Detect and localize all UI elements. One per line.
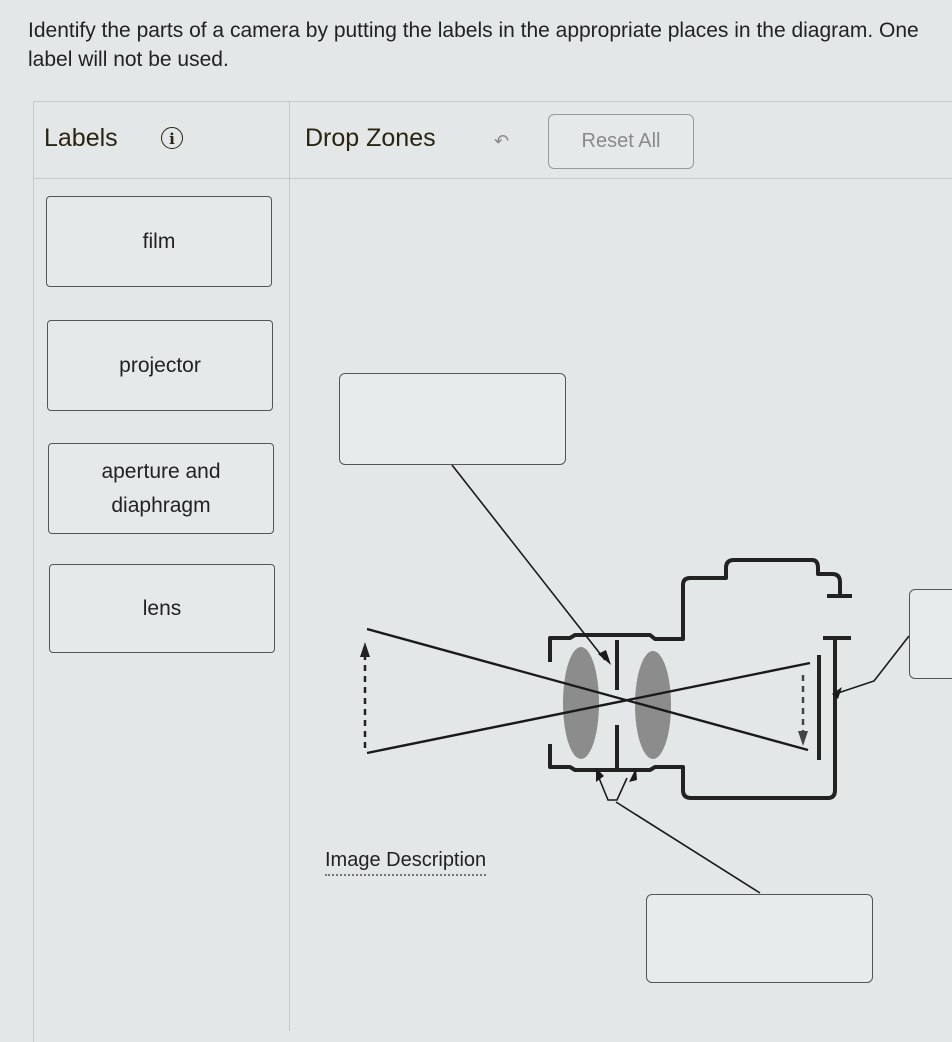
label-card-lens[interactable] bbox=[49, 564, 275, 653]
instructions-text: Identify the parts of a camera by putting the labels in the appropriate places in the diagram. One label will not be used. bbox=[28, 19, 919, 71]
column-divider bbox=[289, 101, 290, 1031]
drop-zone-film[interactable] bbox=[909, 589, 952, 679]
label-card-film[interactable] bbox=[46, 196, 272, 287]
image-description-link[interactable]: Image Description bbox=[325, 849, 486, 876]
info-icon[interactable]: i bbox=[161, 127, 183, 149]
label-text: aperture and diaphragm bbox=[101, 459, 221, 517]
label-text: projector bbox=[119, 353, 201, 377]
label-text: lens bbox=[142, 596, 182, 620]
label-card-aperture-and-diaphragm[interactable] bbox=[48, 443, 274, 534]
labels-heading: Labels bbox=[44, 124, 118, 152]
drop-zone-aperture[interactable] bbox=[339, 373, 566, 465]
header-divider bbox=[33, 178, 952, 179]
drop-zone-lens[interactable] bbox=[646, 894, 873, 983]
undo-arrow-icon[interactable]: ↶ bbox=[494, 131, 510, 151]
reset-all-button[interactable]: Reset All bbox=[548, 114, 694, 169]
drop-zones-heading: Drop Zones bbox=[305, 124, 436, 152]
label-text: film bbox=[142, 229, 176, 253]
label-card-projector[interactable] bbox=[47, 320, 273, 411]
